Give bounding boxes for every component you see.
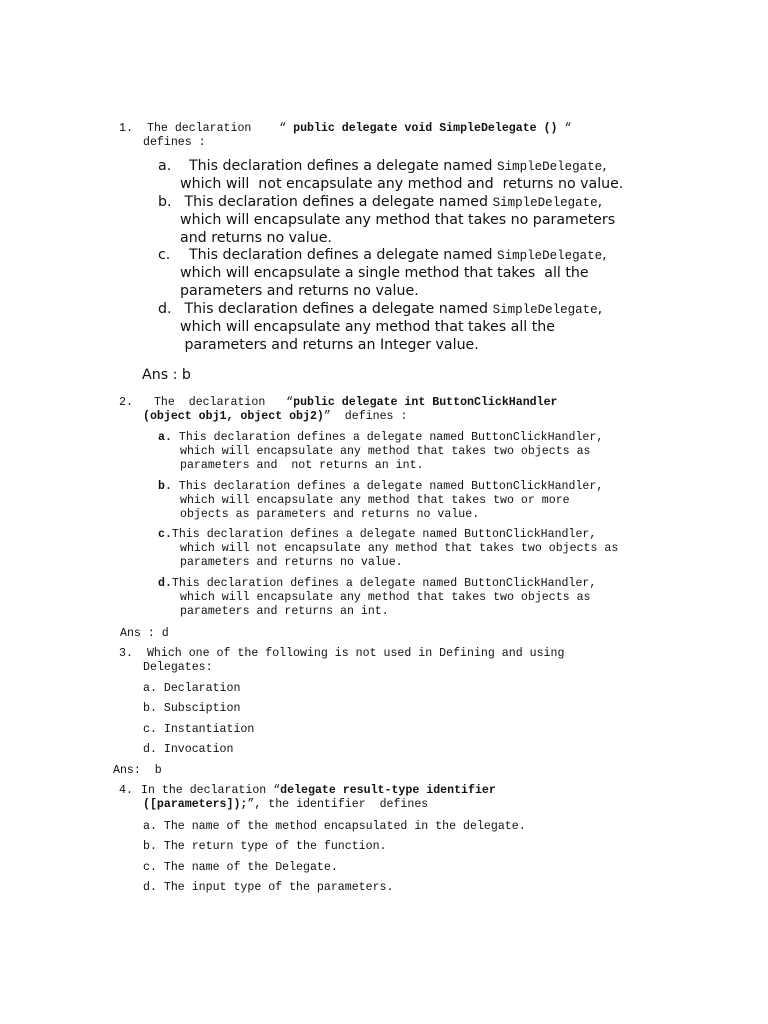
q1-option-d-line3: parameters and returns an Integer value. [180,337,479,353]
q1-stem-pre: The declaration “ [147,122,294,135]
q1-option-b-line3: and returns no value. [180,230,332,246]
q1-option-a-line2: which will not encapsulate any method and returns no value. [180,176,624,192]
q1-option-c-line2: which will encapsulate a single method that takes all the [180,265,589,281]
q2-option-c-line3: parameters and returns no value. [180,556,403,569]
q2-option-d: d.This declaration defines a delegate named ButtonClickHandler, [158,577,597,590]
q2-option-d-line3: parameters and returns an int. [180,605,389,618]
q1-option-b-letter: b. [158,194,172,210]
q2-stem-line2: (object obj1, object obj2)” defines : [143,410,408,423]
q1-delegate-name: SimpleDelegate [492,303,598,317]
q4-option-b: b. The return type of the function. [143,840,387,853]
q3-option-d: d. Invocation [143,743,234,756]
q3-stem: Which one of the following is not used in Defining and using [140,647,565,660]
q2-code-line1: public delegate int ButtonClickHandler [293,396,558,409]
q1-option-a-letter: a. [158,158,172,174]
q4-number: 4. [119,784,133,797]
q2-option-a: a. This declaration defines a delegate named ButtonClickHandler, [158,431,604,444]
q3-option-b: b. Subsciption [143,702,241,715]
q2-number: 2. [119,396,133,409]
q1-option-d: This declaration defines a delegate named SimpleDelegate, [180,301,603,317]
q2-option-b-line2: which will encapsulate any method that takes two or more [180,494,570,507]
q4-option-a: a. The name of the method encapsulated in the delegate. [143,820,526,833]
q2-code-line2: (object obj1, object obj2) [143,410,324,423]
q2-option-c: c.This declaration defines a delegate named ButtonClickHandler, [158,528,597,541]
q1-option-b-line2: which will encapsulate any method that takes no parameters [180,212,616,228]
q1-stem-line2: defines : [143,136,206,149]
q2-option-a-line2: which will encapsulate any method that takes two objects as [180,445,591,458]
q2-option-c-line2: which will not encapsulate any method that takes two objects as [180,542,619,555]
q3-option-a: a. Declaration [143,682,241,695]
q1-stem-post: “ [557,122,572,135]
q2-option-d-line2: which will encapsulate any method that takes two objects as [180,591,591,604]
q3-answer: Ans: b [113,764,162,777]
q2-option-a-line3: parameters and not returns an int. [180,459,424,472]
q1-option-b: This declaration defines a delegate named SimpleDelegate, [180,194,603,210]
q4-option-d: d. The input type of the parameters. [143,881,394,894]
q1-delegate-name: SimpleDelegate [497,160,603,174]
q3-option-c: c. Instantiation [143,723,255,736]
q2-option-b-line3: objects as parameters and returns no value. [180,508,480,521]
q2-option-b: b. This declaration defines a delegate named ButtonClickHandler, [158,480,604,493]
q2-stem: The declaration “public delegate int ButtonClickHandler [147,396,558,409]
q4-stem: In the declaration “delegate result-type identifier [141,784,496,797]
q1-option-c: This declaration defines a delegate named SimpleDelegate, [180,247,607,263]
q1-code: public delegate void SimpleDelegate () [293,122,558,135]
q3-stem-line2: Delegates: [143,661,213,674]
q4-stem-line2: ([parameters]);”, the identifier defines [143,798,429,811]
q1-delegate-name: SimpleDelegate [492,196,598,210]
q4-option-c: c. The name of the Delegate. [143,861,338,874]
q1-stem [147,122,571,136]
q4-code-line1: delegate result-type identifier [280,784,496,797]
q1-number: 1. [119,122,133,135]
q1-option-c-letter: c. [158,247,171,263]
q1-delegate-name: SimpleDelegate [497,249,603,263]
q4-code-line2: ([parameters]); [143,798,248,811]
q3-number: 3. [119,647,133,660]
q1-option-d-letter: d. [158,301,172,317]
q1-option-a: This declaration defines a delegate named SimpleDelegate, [180,158,607,174]
q1-option-d-line2: which will encapsulate any method that takes all the [180,319,555,335]
q1-option-c-line3: parameters and returns no value. [180,283,419,299]
q1-answer: Ans : b [142,367,191,383]
q2-answer: Ans : d [120,627,169,640]
